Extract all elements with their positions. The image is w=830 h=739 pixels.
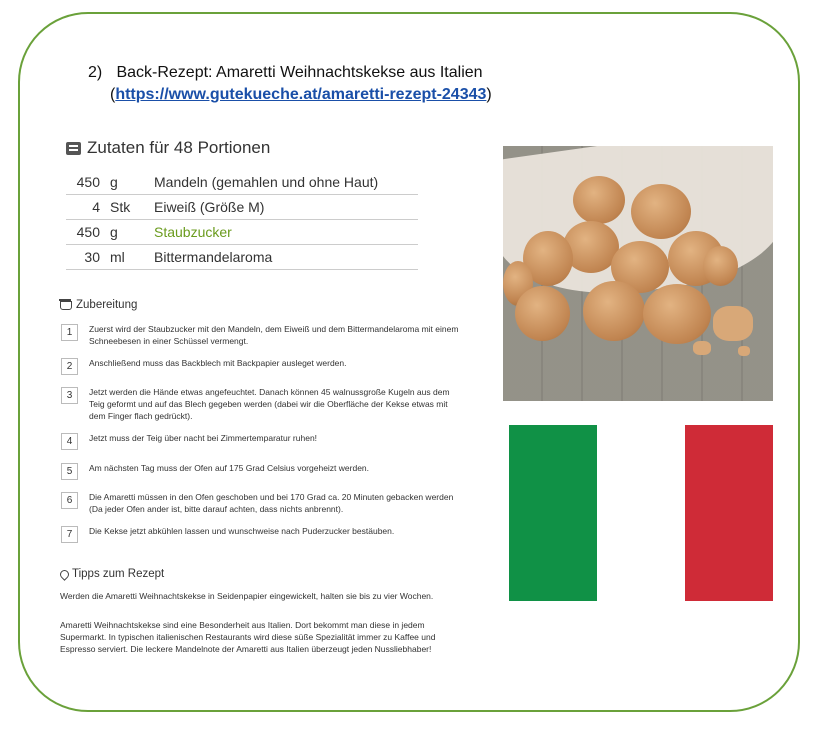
ingredient-name: Mandeln (gemahlen und ohne Haut) (154, 170, 418, 195)
ingredient-name-link[interactable]: Staubzucker (154, 220, 418, 245)
step-number: 4 (61, 433, 78, 450)
step-text: Die Kekse jetzt abkühlen lassen und wunschweise nach Puderzucker bestäuben. (89, 526, 395, 536)
preparation-step (61, 433, 461, 450)
step-text: Zuerst wird der Staubzucker mit den Mandeln, dem Eiweiß und dem Bittermandelaroma mit einem Schneebesen in einer Schüssel vermengt. (89, 324, 459, 346)
flag-red-stripe (685, 425, 773, 601)
ingredient-unit: Stk (110, 195, 154, 220)
ingredient-amount: 450 (66, 170, 110, 195)
map-pin-icon (58, 568, 71, 581)
step-number: 2 (61, 358, 78, 375)
tips-heading (60, 568, 164, 580)
amaretti-cookies-photo (503, 146, 773, 401)
preparation-step (61, 526, 461, 543)
recipe-title (88, 64, 483, 82)
table-row (66, 245, 418, 270)
flag-white-stripe (597, 425, 685, 601)
step-text: Jetzt muss der Teig über nacht bei Zimmertemparatur ruhen! (89, 433, 318, 443)
preparation-step (61, 492, 461, 515)
preparation-step (61, 463, 461, 480)
url-open-paren: ( (110, 86, 116, 103)
ingredient-name: Eiweiß (Größe M) (154, 195, 418, 220)
preparation-heading-text: Zubereitung (76, 299, 138, 311)
cookie (643, 284, 711, 344)
tip-paragraph: Werden die Amaretti Weihnachtskekse in Seidenpapier eingewickelt, halten sie bis zu vier Wochen. (60, 591, 434, 601)
url-close-paren: ) (486, 86, 492, 103)
step-text: Am nächsten Tag muss der Ofen auf 175 Grad Celsius vorgeheizt werden. (89, 463, 370, 473)
ingredient-unit: g (110, 220, 154, 245)
step-number: 5 (61, 463, 78, 480)
ingredients-heading-text: Zutaten für 48 Portionen (87, 138, 271, 157)
recipe-book-icon (66, 142, 81, 155)
cookie-crumbs (713, 306, 753, 341)
italian-flag (509, 425, 773, 601)
cookie (703, 246, 738, 286)
preparation-step (61, 387, 461, 422)
cookie (515, 286, 570, 341)
cookie-crumbs (693, 341, 711, 355)
step-text: Die Amaretti müssen in den Ofen geschoben und bei 170 Grad ca. 20 Minuten gebacken werden (Da jeder Ofen ander ist, bitte darauf achten, dass nichts anbrennt). (89, 492, 454, 514)
cooking-pot-icon (60, 301, 72, 310)
recipe-title-text: Back-Rezept: Amaretti Weihnachtskekse aus Italien (116, 64, 483, 81)
step-number: 1 (61, 324, 78, 341)
recipe-url-line (110, 86, 492, 104)
table-row (66, 195, 418, 220)
ingredients-heading (66, 138, 270, 158)
ingredient-unit: ml (110, 245, 154, 270)
step-number: 6 (61, 492, 78, 509)
table-row (66, 220, 418, 245)
ingredients-table (66, 170, 418, 270)
cookie (583, 281, 645, 341)
ingredient-amount: 450 (66, 220, 110, 245)
step-number: 7 (61, 526, 78, 543)
step-text: Anschließend muss das Backblech mit Backpapier ausleget werden. (89, 358, 347, 368)
table-row (66, 170, 418, 195)
flag-green-stripe (509, 425, 597, 601)
recipe-number: 2) (88, 64, 103, 81)
preparation-heading (60, 299, 137, 311)
ingredient-name: Bittermandelaroma (154, 245, 418, 270)
ingredient-unit: g (110, 170, 154, 195)
preparation-step (61, 358, 461, 375)
cookie (631, 184, 691, 239)
step-number: 3 (61, 387, 78, 404)
preparation-step (61, 324, 461, 347)
ingredient-amount: 4 (66, 195, 110, 220)
step-text: Jetzt werden die Hände etwas angefeuchtet. Danach können 45 walnussgroße Kugeln aus dem Teig geformt und auf das Blech gegeben werden (dabei wir die Oberfläche der Kekse etwas mit dem Finger flach gedrückt). (89, 387, 450, 421)
ingredient-amount: 30 (66, 245, 110, 270)
cookie-crumbs (738, 346, 750, 356)
cookie (573, 176, 625, 224)
recipe-url-link[interactable]: https://www.gutekueche.at/amaretti-rezept-24343 (115, 86, 487, 103)
tip-paragraph: Amaretti Weihnachtskekse sind eine Besonderheit aus Italien. Dort bekommt man diese in jedem Supermarkt. In typischen italienischen Restaurants wird diese süße Spezialität immer zu Kaffee und Espresso serviert. Die leckere Mandelnote der Amaretti aus Italien überzeugt jeden Nussliebhaber! (60, 620, 436, 654)
tips-heading-text: Tipps zum Rezept (72, 568, 165, 580)
